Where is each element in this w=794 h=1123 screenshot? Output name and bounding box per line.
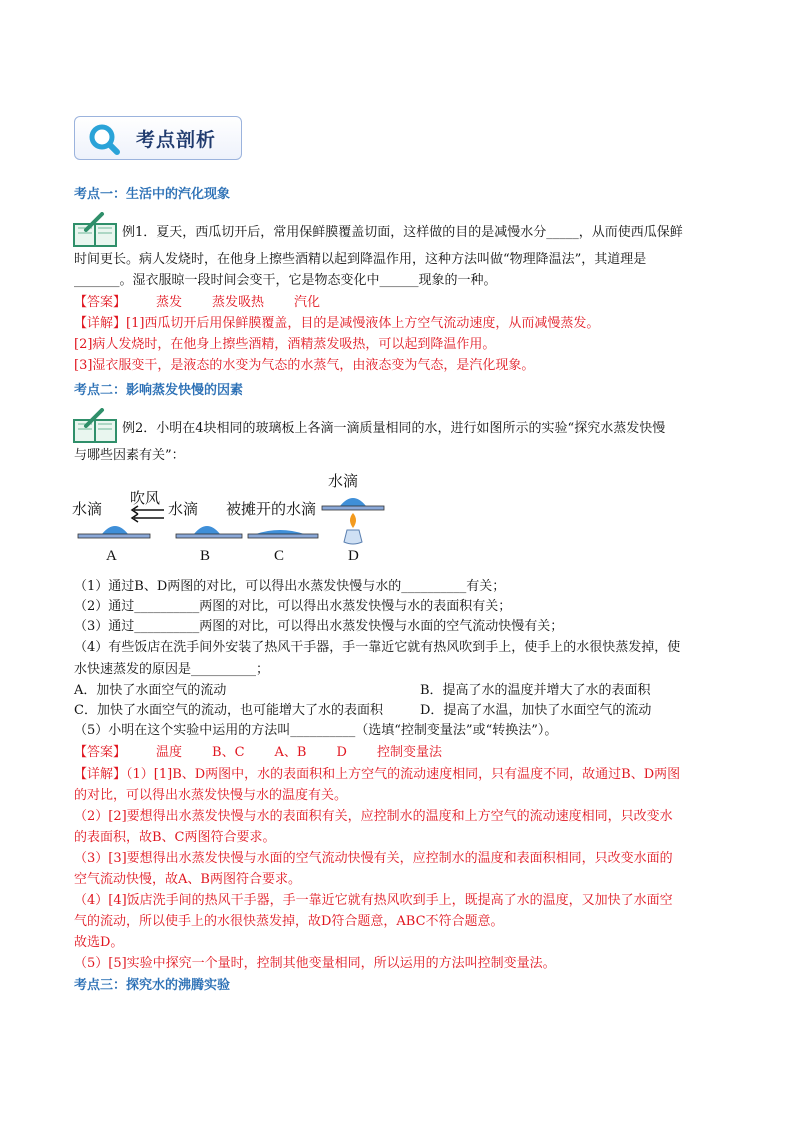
answer-item: 温度: [156, 745, 183, 760]
example-2-detail-3a: （3）[3]要想得出水蒸发快慢与水面的空气流动快慢有关，应控制水的温度和表面积相同，只改变水面的: [74, 851, 673, 866]
example-1-text-1: 1．夏天，西瓜切开后，常用保鲜膜覆盖切面，这样做的目的是减慢水分_____，从而使西瓜保鲜: [135, 225, 683, 240]
figure-label-water-drop-a: 水滴: [72, 502, 103, 518]
answer-tag: 【答案】: [74, 295, 127, 310]
example-1-detail-3: [3]湿衣服变干，是液态的水变为气态的水蒸气，由液态变为气态，是汽化现象。: [74, 358, 535, 373]
detail-text: [1]西瓜切开后用保鲜膜覆盖，目的是减慢液体上方空气流动速度，从而减慢蒸发。: [126, 316, 600, 331]
arrowhead: [132, 506, 138, 522]
example-2-detail-4c: 故选D。: [74, 935, 124, 950]
option-c: C．加快了水面空气的流动，也可能增大了水的表面积: [74, 703, 383, 718]
option-d: D．提高了水温，加快了水面空气的流动: [420, 703, 652, 718]
detail-text: （1）[1]B、D两图中，水的表面积和上方空气的流动速度相同，只有温度不同，故通过B、D两图: [126, 767, 681, 782]
water-drop-c: [256, 530, 304, 534]
example-2-detail-2b: 的表面积，故B、C两图符合要求。: [74, 830, 276, 845]
figure-label-water-drop-d: 水滴: [328, 474, 359, 490]
glass-plate-c: [248, 534, 318, 538]
glass-plate-b: [176, 534, 242, 538]
example-2-detail-4a: （4）[4]饭店洗手间的热风干手器，手一靠近它就有热风吹到手上，既提高了水的温度，又加快了水面空: [74, 893, 673, 908]
figure-label-d: D: [348, 548, 359, 564]
book-pencil-icon: [72, 212, 120, 248]
example-2-detail-1b: 的对比，可以得出水蒸发快慢与水的温度有关。: [74, 788, 348, 803]
option-a: A．加快了水面空气的流动: [74, 683, 227, 698]
example-1-detail-2: [2]病人发烧时，在他身上擦些酒精，酒精蒸发吸热，可以起到降温作用。: [74, 337, 496, 352]
example-2-detail-1a: [74, 766, 680, 784]
example-1-answer: [74, 294, 320, 312]
answer-item: 蒸发: [156, 295, 183, 310]
water-drop-a: [102, 526, 128, 534]
question-part-4a: （4）有些饭店在洗手间外安装了热风干手器，手一靠近它就有热风吹到手上，使手上的水很快蒸发掉，使: [74, 640, 681, 655]
detail-tag: 【详解】: [74, 316, 127, 331]
answer-tag: 【答案】: [74, 745, 127, 760]
answer-item: 控制变量法: [376, 745, 442, 760]
answer-item: 汽化: [294, 295, 321, 310]
water-drop-b: [194, 526, 220, 534]
water-drop-d: [340, 498, 366, 506]
question-part-4b: 水快速蒸发的原因是__________；: [74, 662, 270, 677]
example-2-line-1: [122, 420, 665, 438]
option-b: B．提高了水的温度并增大了水的表面积: [420, 683, 651, 698]
answer-item: B、C: [212, 745, 245, 760]
example-1-label: 例: [122, 225, 136, 240]
figure-label-c: C: [274, 548, 285, 564]
detail-tag: 【详解】: [74, 767, 127, 782]
flame-icon: [350, 513, 356, 528]
figure-label-a: A: [106, 548, 117, 564]
example-2-text-1: 2．小明在4块相同的玻璃板上各滴一滴质量相同的水，进行如图所示的实验“探究水蒸发快慢: [135, 421, 666, 436]
example-2-text-2: 与哪些因素有关”：: [74, 448, 185, 463]
example-2-detail-5: （5）[5]实验中探究一个量时，控制其他变量相同，所以运用的方法叫控制变量法。: [74, 956, 556, 971]
glass-plate-d: [322, 506, 384, 510]
figure-label-blow: 吹风: [130, 491, 161, 507]
alcohol-lamp-icon: [344, 530, 362, 544]
answer-item: A、B: [274, 745, 307, 760]
figure-label-spread-drop: 被摊开的水滴: [226, 502, 317, 518]
example-1-text-3: _______。湿衣服晾一段时间会变干，它是物态变化中______现象的一种。: [74, 273, 497, 288]
example-1-line-1: [122, 224, 683, 242]
example-1-text-2: 时间更长。病人发烧时，在他身上擦些酒精以起到降温作用，这种方法叫做“物理降温法”，其道理是: [74, 252, 647, 267]
evaporation-experiment-figure: [72, 468, 452, 572]
section-title-2: 考点二：影响蒸发快慢的因素: [74, 383, 244, 398]
options-row-1: [74, 682, 651, 700]
example-2-answer: [74, 744, 442, 762]
figure-label-water-drop-b: 水滴: [168, 502, 199, 518]
example-2-detail-4b: 气的流动，所以使手上的水很快蒸发掉，故D符合题意，ABC不符合题意。: [74, 914, 504, 929]
question-part-3: （3）通过__________两图的对比，可以得出水蒸发快慢与水面的空气流动快慢有关；: [74, 619, 564, 634]
example-1-detail-1: [74, 315, 599, 333]
question-part-1: （1）通过B、D两图的对比，可以得出水蒸发快慢与水的__________有关；: [74, 579, 506, 594]
book-pencil-icon: [72, 408, 120, 444]
section-header: [74, 116, 242, 160]
question-part-2: （2）通过__________两图的对比，可以得出水蒸发快慢与水的表面积有关；: [74, 599, 512, 614]
answer-item: 蒸发吸热: [212, 295, 265, 310]
glass-plate-a: [78, 534, 150, 538]
example-2-detail-2a: （2）[2]要想得出水蒸发快慢与水的表面积有关，应控制水的温度和上方空气的流动速度相同，只改变水: [74, 809, 673, 824]
example-2-detail-3b: 空气流动快慢，故A、B两图符合要求。: [74, 872, 301, 887]
question-part-5: （5）小明在这个实验中运用的方法叫__________（选填“控制变量法”或“转换法”）。: [74, 723, 558, 738]
example-2-label: 例: [122, 421, 136, 436]
section-header-title: 考点剖析: [136, 129, 217, 151]
options-row-2: [74, 702, 651, 720]
answer-item: D: [336, 745, 347, 760]
section-title-1: 考点一：生活中的汽化现象: [74, 187, 231, 202]
magnifier-icon: [86, 122, 126, 156]
figure-label-b: B: [200, 548, 211, 564]
section-title-3: 考点三：探究水的沸腾实验: [74, 978, 231, 993]
